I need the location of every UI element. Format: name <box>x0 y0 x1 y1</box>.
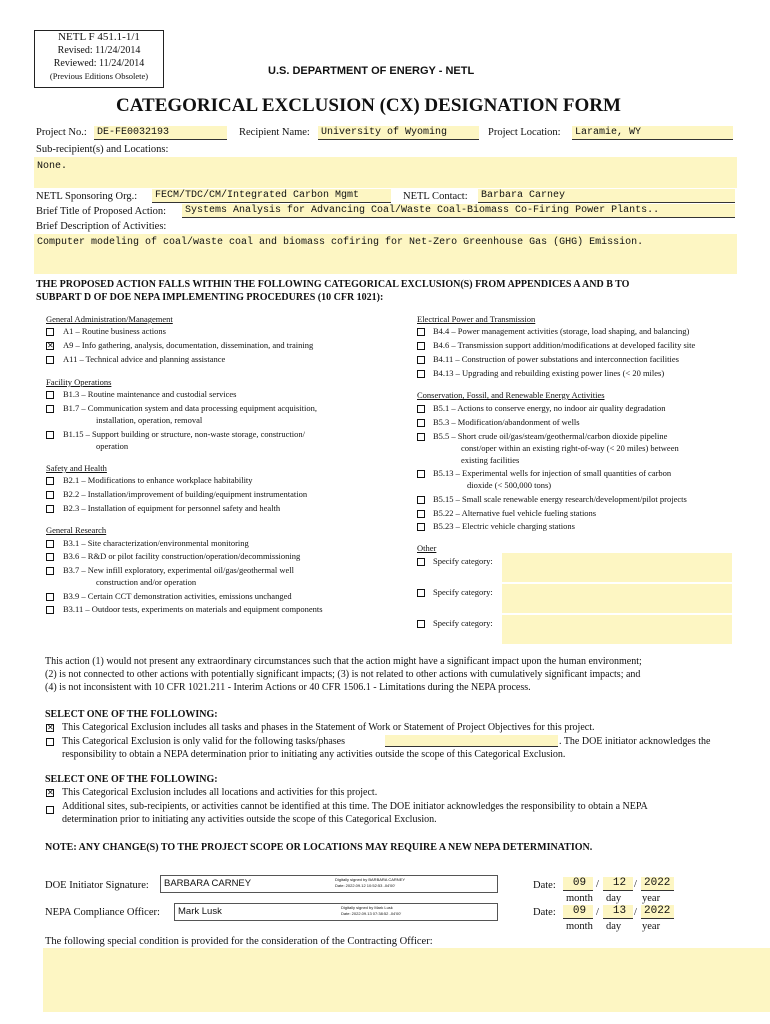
date1-day-field[interactable]: 12 <box>603 877 633 891</box>
item-b4-6: B4.6 – Transmission support addition/modifications at developed facility site <box>433 340 696 350</box>
initiator-signature-field[interactable] <box>160 875 498 893</box>
item-b3-9: B3.9 – Certain CCT demonstration activities, emissions unchanged <box>63 591 292 601</box>
section-admin-title: General Administration/Management <box>46 314 173 324</box>
item-b3-11: B3.11 – Outdoor tests, experiments on materials and equipment components <box>63 604 323 614</box>
checkbox-a9-checked[interactable]: ✕ <box>47 341 54 350</box>
section-facility-title: Facility Operations <box>46 377 112 387</box>
item-b1-15: B1.15 – Support building or structure, non-waste storage, construction/ <box>63 429 305 439</box>
checkbox-b4-11[interactable] <box>417 356 425 364</box>
date2-month-caption: month <box>566 921 593 932</box>
date2-day-caption: day <box>606 921 622 932</box>
checkbox-b1-7[interactable] <box>46 405 54 413</box>
item-b5-5-cont1: const/oper within an existing right-of-way (< 20 miles) between <box>461 443 679 453</box>
date2-label: Date: <box>533 907 556 918</box>
checkbox-b5-3[interactable] <box>417 419 425 427</box>
agency-name: U.S. DEPARTMENT OF ENERGY - NETL <box>268 65 475 77</box>
special-condition-field[interactable] <box>43 948 770 1012</box>
checkbox-other-3[interactable] <box>417 620 425 628</box>
select2-heading: SELECT ONE OF THE FOLLOWING: <box>45 774 218 785</box>
nepa-signature-field[interactable] <box>174 903 498 921</box>
select1-option1-text: This Categorical Exclusion includes all tasks and phases in the Statement of Work or Statement of Project Objectives for this project. <box>62 722 595 733</box>
item-b2-2: B2.2 – Installation/improvement of building/equipment instrumentation <box>63 489 308 499</box>
checkbox-other-1[interactable] <box>417 558 425 566</box>
checkbox-b4-4[interactable] <box>417 328 425 336</box>
select2-option1-text: This Categorical Exclusion includes all locations and activities for this project. <box>62 787 378 798</box>
project-no-field[interactable]: DE-FE0032193 <box>94 126 227 140</box>
item-b2-3: B2.3 – Installation of equipment for personnel safety and health <box>63 503 281 513</box>
form-number: NETL F 451.1-1/1 <box>58 31 140 43</box>
location-label: Project Location: <box>488 127 561 138</box>
item-b5-22: B5.22 – Alternative fuel vehicle fueling stations <box>433 508 597 518</box>
specify-label-1: Specify category: <box>433 556 493 566</box>
circumstances-line2: (2) is not connected to other actions with potentially significant impacts; (3) is not related to other actions with cumulatively significant impacts; and <box>45 669 641 680</box>
section-research-title: General Research <box>46 525 107 535</box>
specify-field-2[interactable] <box>502 584 732 613</box>
circumstances-line1: This action (1) would not present any extraordinary circumstances such that the action might have a significant impact upon the human environment; <box>45 656 642 667</box>
select2-option2-checkbox[interactable] <box>46 806 54 814</box>
item-b3-7: B3.7 – New infill exploratory, experimental oil/gas/geothermal well <box>63 565 295 575</box>
select1-option2-text-b: . The DOE initiator acknowledges the <box>559 736 711 747</box>
date2-year-field[interactable]: 2022 <box>641 905 674 919</box>
form-obsolete-note: (Previous Editions Obsolete) <box>49 71 149 81</box>
nepa-signature-name: Mark Lusk <box>178 906 222 917</box>
checkbox-b2-3[interactable] <box>46 505 54 513</box>
form-reviewed: Reviewed: 11/24/2014 <box>53 58 145 69</box>
item-b3-1: B3.1 – Site characterization/environmental monitoring <box>63 538 249 548</box>
select1-tasks-field[interactable] <box>385 735 558 747</box>
specify-label-2: Specify category: <box>433 587 493 597</box>
section-electrical-title: Electrical Power and Transmission <box>417 314 536 324</box>
circumstances-text <box>45 655 735 694</box>
checkbox-b3-9[interactable] <box>46 593 54 601</box>
form-id-box <box>34 30 164 88</box>
date2-month-field[interactable]: 09 <box>563 905 593 919</box>
checkbox-b3-7[interactable] <box>46 567 54 575</box>
select1-heading: SELECT ONE OF THE FOLLOWING: <box>45 709 218 720</box>
date1-year-field[interactable]: 2022 <box>641 877 674 891</box>
checkbox-b2-1[interactable] <box>46 477 54 485</box>
project-no-label: Project No.: <box>36 127 87 138</box>
cx-heading-line1: THE PROPOSED ACTION FALLS WITHIN THE FOLLOWING CATEGORICAL EXCLUSION(S) FROM APPENDICES A AND B TO <box>36 279 630 290</box>
item-b5-15: B5.15 – Small scale renewable energy research/development/pilot projects <box>433 494 687 504</box>
checkbox-b3-11[interactable] <box>46 606 54 614</box>
checkbox-b5-23[interactable] <box>417 523 425 531</box>
date2-sep2: / <box>634 907 637 918</box>
item-a9: A9 – Info gathering, analysis, documentation, dissemination, and training <box>63 340 314 350</box>
item-b1-3: B1.3 – Routine maintenance and custodial services <box>63 389 237 399</box>
select1-option2-checkbox[interactable] <box>46 738 54 746</box>
date1-sep2: / <box>634 879 637 890</box>
select2-option2-text-a: Additional sites, sub-recipients, or activities cannot be identified at this time. The DOE initiator acknowledges the responsibility to obtain a NEPA <box>62 801 648 812</box>
recipient-field[interactable]: University of Wyoming <box>318 126 479 140</box>
item-b5-5: B5.5 – Short crude oil/gas/steam/geothermal/carbon dioxide pipeline <box>433 431 668 441</box>
date1-year-caption: year <box>642 893 661 904</box>
checkbox-b5-5[interactable] <box>417 433 425 441</box>
checkbox-other-2[interactable] <box>417 589 425 597</box>
date1-month-field[interactable]: 09 <box>563 877 593 891</box>
specify-label-3: Specify category: <box>433 618 493 628</box>
recipient-label: Recipient Name: <box>239 127 310 138</box>
item-b5-3: B5.3 – Modification/abandonment of wells <box>433 417 580 427</box>
netl-contact-label: NETL Contact: <box>403 191 468 202</box>
item-b1-15-cont: operation <box>96 441 129 451</box>
item-a11: A11 – Technical advice and planning assistance <box>63 354 226 364</box>
select2-option2-text-b: determination prior to initiating any activities outside the scope of this Categorical Exclusion. <box>62 814 437 825</box>
form-revised: Revised: 11/24/2014 <box>57 45 141 56</box>
checkbox-b1-3[interactable] <box>46 391 54 399</box>
checkbox-b4-13[interactable] <box>417 370 425 378</box>
select1-option2-text-a: This Categorical Exclusion is only valid for the following tasks/phases <box>62 736 346 747</box>
date1-sep1: / <box>596 879 599 890</box>
nepa-digital-sign-line1: Digitally signed by Mark Lusk <box>341 905 393 910</box>
cx-heading-line2: SUBPART D OF DOE NEPA IMPLEMENTING PROCEDURES (10 CFR 1021): <box>36 292 384 303</box>
date2-year-caption: year <box>642 921 661 932</box>
checkbox-b4-6[interactable] <box>417 342 425 350</box>
select2-option1-checkbox-checked[interactable]: ✕ <box>47 788 54 797</box>
subrecipients-field[interactable]: None. <box>34 157 737 188</box>
checkbox-a1[interactable] <box>46 328 54 336</box>
brief-desc-label: Brief Description of Activities: <box>36 221 167 232</box>
location-field[interactable]: Laramie, WY <box>572 126 733 140</box>
specify-field-1[interactable] <box>502 553 732 582</box>
date1-label: Date: <box>533 880 556 891</box>
brief-title-label: Brief Title of Proposed Action: <box>36 206 167 217</box>
initiator-signature-name: BARBARA CARNEY <box>164 878 252 889</box>
page-title: CATEGORICAL EXCLUSION (CX) DESIGNATION FORM <box>116 95 621 116</box>
nepa-digital-sign-line2: Date: 2022.09.13 07:38:52 -04'00' <box>341 911 402 916</box>
initiator-digital-sign-line1: Digitally signed by BARBARA CARNEY <box>335 877 406 882</box>
item-a1: A1 – Routine business actions <box>63 326 166 336</box>
checkbox-b5-22[interactable] <box>417 510 425 518</box>
subrecipients-label: Sub-recipient(s) and Locations: <box>36 144 169 155</box>
item-b4-11: B4.11 – Construction of power substations and interconnection facilities <box>433 354 679 364</box>
section-other-title: Other <box>417 543 437 553</box>
specify-field-3[interactable] <box>502 615 732 644</box>
initiator-digital-sign-line2: Date: 2022.09.12 10:52:53 -04'00' <box>335 883 396 888</box>
item-b1-7: B1.7 – Communication system and data processing equipment acquisition, <box>63 403 318 413</box>
cx-heading <box>36 278 629 304</box>
item-b3-7-cont: construction and/or operation <box>96 577 197 587</box>
scope-change-note: NOTE: ANY CHANGE(S) TO THE PROJECT SCOPE OR LOCATIONS MAY REQUIRE A NEW NEPA DETERMINATION. <box>45 842 593 853</box>
checkbox-b1-15[interactable] <box>46 431 54 439</box>
nepa-officer-label: NEPA Compliance Officer: <box>45 907 160 918</box>
item-b5-23: B5.23 – Electric vehicle charging stations <box>433 521 575 531</box>
item-b3-6: B3.6 – R&D or pilot facility construction/operation/decommissioning <box>63 551 301 561</box>
checkbox-b3-1[interactable] <box>46 540 54 548</box>
special-condition-label: The following special condition is provided for the consideration of the Contracting Officer: <box>45 936 433 947</box>
checkbox-b5-1[interactable] <box>417 405 425 413</box>
select1-option2-text-c: responsibility to obtain a NEPA determination prior to initiating any activities outside the scope of this Categorical Exclusion. <box>62 749 566 760</box>
date1-day-caption: day <box>606 893 622 904</box>
section-safety-title: Safety and Health <box>46 463 107 473</box>
checkbox-a11[interactable] <box>46 356 54 364</box>
netl-contact-field[interactable]: Barbara Carney <box>478 189 735 203</box>
circumstances-line3: (4) is not inconsistent with 10 CFR 1021.211 - Interim Actions or 40 CFR 1506.1 - Limitations during the NEPA process. <box>45 682 531 693</box>
item-b5-13: B5.13 – Experimental wells for injection of small quantities of carbon <box>433 468 672 478</box>
brief-desc-field[interactable]: Computer modeling of coal/waste coal and biomass cofiring for Net-Zero Greenhouse Gas (GHG) Emission. <box>34 234 737 274</box>
checkbox-b5-13[interactable] <box>417 470 425 478</box>
date2-sep1: / <box>596 907 599 918</box>
date2-day-field[interactable]: 13 <box>603 905 633 919</box>
item-b4-13: B4.13 – Upgrading and rebuilding existing power lines (< 20 miles) <box>433 368 665 378</box>
item-b5-13-cont: dioxide (< 500,000 tons) <box>467 480 552 490</box>
item-b5-5-cont2: existing facilities <box>461 455 520 465</box>
checkbox-b5-15[interactable] <box>417 496 425 504</box>
select1-option1-checkbox-checked[interactable]: ✕ <box>47 723 54 732</box>
item-b1-7-cont: installation, operation, removal <box>96 415 203 425</box>
item-b4-4: B4.4 – Power management activities (storage, load shaping, and balancing) <box>433 326 690 336</box>
checkbox-b3-6[interactable] <box>46 553 54 561</box>
item-b2-1: B2.1 – Modifications to enhance workplace habitability <box>63 475 253 485</box>
sponsoring-org-field[interactable]: FECM/TDC/CM/Integrated Carbon Mgmt <box>152 189 391 203</box>
section-conservation-title: Conservation, Fossil, and Renewable Energy Activities <box>417 390 605 400</box>
sponsoring-org-label: NETL Sponsoring Org.: <box>36 191 138 202</box>
initiator-signature-label: DOE Initiator Signature: <box>45 880 149 891</box>
item-b5-1: B5.1 – Actions to conserve energy, no indoor air quality degradation <box>433 403 666 413</box>
checkbox-b2-2[interactable] <box>46 491 54 499</box>
date1-month-caption: month <box>566 893 593 904</box>
brief-title-field[interactable]: Systems Analysis for Advancing Coal/Waste Coal-Biomass Co-Firing Power Plants.. <box>182 204 735 218</box>
